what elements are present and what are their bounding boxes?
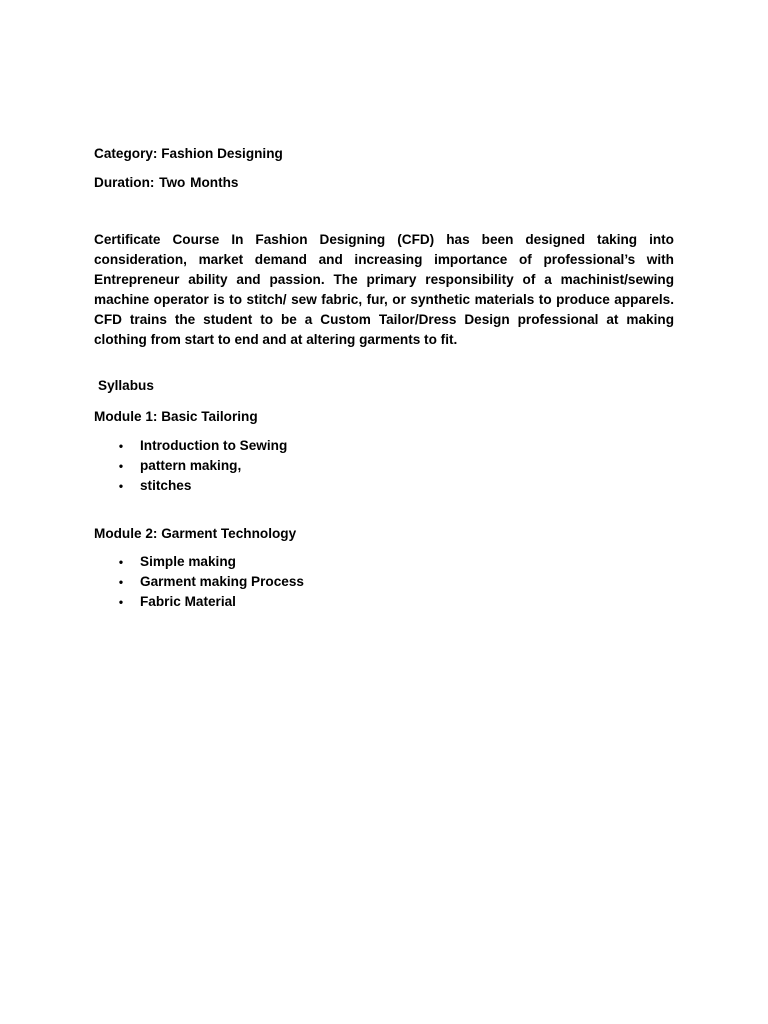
bullet-icon: • xyxy=(118,459,124,473)
list-item xyxy=(94,476,287,496)
list-item-label: pattern making, xyxy=(140,458,242,473)
list-item-label: Introduction to Sewing xyxy=(140,438,288,453)
category-line: Category: Fashion Designing xyxy=(94,146,283,161)
duration-line: Duration: Two Months xyxy=(94,175,239,190)
bullet-icon: • xyxy=(118,555,124,569)
list-item-label: Fabric Material xyxy=(140,594,236,609)
list-item xyxy=(94,456,287,476)
bullet-icon: • xyxy=(118,575,124,589)
intro-paragraph: Certificate Course In Fashion Designing (CFD) has been designed taking into consideration, market demand and increasing importance of professional’s with Entrepreneur ability and passion. The primary responsibility of a machinist/sewing machine operator is to stitch/ sew fabric, fur, or synthetic materials to produce apparels. CFD trains the student to be a Custom Tailor/Dress Design professional at making clothing from start to end and at altering garments to fit. xyxy=(94,232,674,347)
list-item xyxy=(94,572,304,592)
list-item xyxy=(94,592,304,612)
bullet-icon: • xyxy=(118,439,124,453)
list-item xyxy=(94,436,287,456)
bullet-icon: • xyxy=(118,595,124,609)
list-item-label: stitches xyxy=(140,478,192,493)
module-1-title: Module 1: Basic Tailoring xyxy=(94,409,258,424)
module-2-title: Module 2: Garment Technology xyxy=(94,526,297,541)
list-item-label: Simple making xyxy=(140,554,236,569)
list-item xyxy=(94,552,304,572)
syllabus-heading: Syllabus xyxy=(98,378,154,393)
module-1-list xyxy=(94,436,287,496)
module-2-list xyxy=(94,552,304,612)
list-item-label: Garment making Process xyxy=(140,574,304,589)
bullet-icon: • xyxy=(118,479,124,493)
